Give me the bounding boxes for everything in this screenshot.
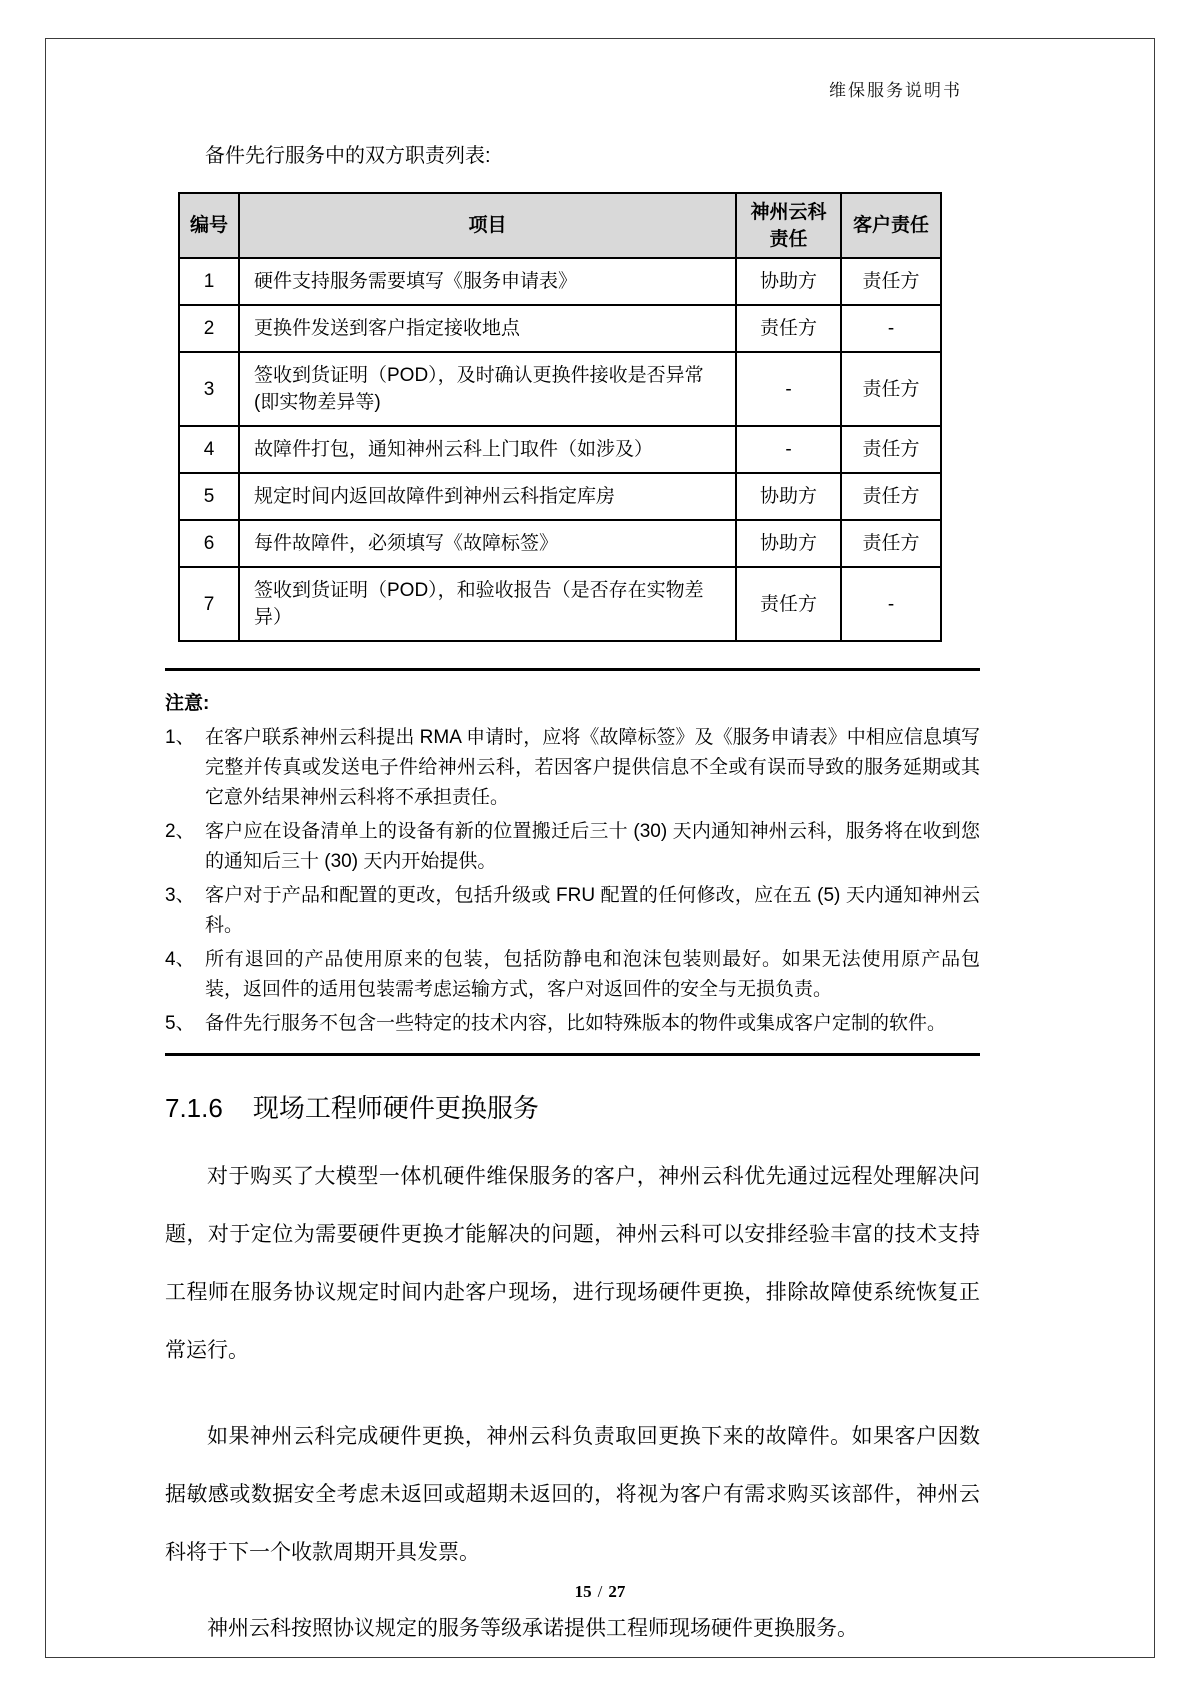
cell-no: 1: [179, 258, 239, 305]
table-header-row: [179, 193, 941, 258]
table-row: [179, 567, 941, 641]
cell-item: 每件故障件，必须填写《故障标签》: [239, 520, 736, 567]
cell-vendor: 协助方: [736, 473, 841, 520]
note-item: [165, 1009, 980, 1039]
note-item-number: 1、: [165, 727, 195, 748]
cell-no: 6: [179, 520, 239, 567]
cell-vendor: 责任方: [736, 305, 841, 352]
notes-list: [165, 723, 980, 1039]
page-footer: [0, 1582, 1200, 1602]
table-row: [179, 426, 941, 473]
note-item-text: 在客户联系神州云科提出 RMA 申请时，应将《故障标签》及《服务申请表》中相应信息填写完整并传真或发送电子件给神州云科，若因客户提供信息不全或有误而导致的服务延期或其它意外结果神州云科将不承担责任。: [205, 727, 980, 808]
body-paragraph: 神州云科按照协议规定的服务等级承诺提供工程师现场硬件更换服务。: [207, 1617, 858, 1640]
section-heading: [165, 1090, 980, 1126]
cell-vendor: 责任方: [736, 567, 841, 641]
body-paragraph: 对于购买了大模型一体机硬件维保服务的客户，神州云科优先通过远程处理解决问题，对于定位为需要硬件更换才能解决的问题，神州云科可以安排经验丰富的技术支持工程师在服务协议规定时间内赴客户现场，进行现场硬件更换，排除故障使系统恢复正常运行。: [165, 1165, 980, 1362]
cell-customer: -: [841, 567, 941, 641]
cell-customer: 责任方: [841, 352, 941, 426]
note-item-text: 所有退回的产品使用原来的包装，包括防静电和泡沫包装则最好。如果无法使用原产品包装，返回件的适用包装需考虑运输方式，客户对返回件的安全与无损负责。: [205, 949, 980, 1000]
note-item-text: 备件先行服务不包含一些特定的技术内容，比如特殊版本的物件或集成客户定制的软件。: [205, 1013, 947, 1034]
table-header-cell-3: 客户责任: [841, 193, 941, 258]
cell-no: 3: [179, 352, 239, 426]
note-item-number: 5、: [165, 1013, 195, 1034]
cell-item: 签收到货证明（POD），及时确认更换件接收是否异常 (即实物差异等): [239, 352, 736, 426]
cell-customer: -: [841, 305, 941, 352]
responsibility-table: [178, 192, 942, 642]
table-header-cell-1: 项目: [239, 193, 736, 258]
note-item: [165, 723, 980, 813]
notes-label: 注意:: [165, 693, 210, 714]
cell-item: 更换件发送到客户指定接收地点: [239, 305, 736, 352]
note-item-number: 2、: [165, 821, 195, 842]
body-paragraph: 如果神州云科完成硬件更换，神州云科负责取回更换下来的故障件。如果客户因数据敏感或数据安全考虑未返回或超期未返回的，将视为客户有需求购买该部件，神州云科将于下一个收款周期开具发票。: [165, 1425, 980, 1564]
note-item-number: 4、: [165, 949, 195, 970]
cell-item: 硬件支持服务需要填写《服务申请表》: [239, 258, 736, 305]
cell-customer: 责任方: [841, 426, 941, 473]
footer-total-pages: 27: [608, 1582, 626, 1601]
table-row: [179, 352, 941, 426]
cell-item: 规定时间内返回故障件到神州云科指定库房: [239, 473, 736, 520]
note-item-text: 客户应在设备清单上的设备有新的位置搬迁后三十 (30) 天内通知神州云科，服务将在收到您的通知后三十 (30) 天内开始提供。: [205, 821, 980, 872]
table-intro-text: 备件先行服务中的双方职责列表:: [205, 145, 491, 167]
table-body: [179, 258, 941, 641]
cell-no: 7: [179, 567, 239, 641]
cell-no: 2: [179, 305, 239, 352]
cell-item: 故障件打包，通知神州云科上门取件（如涉及）: [239, 426, 736, 473]
note-item: [165, 817, 980, 877]
cell-item: 签收到货证明（POD），和验收报告（是否存在实物差异）: [239, 567, 736, 641]
doc-header-title: 维保服务说明书: [829, 81, 962, 100]
note-item: [165, 881, 980, 941]
notes-bottom-rule: [165, 1053, 980, 1056]
note-item-number: 3、: [165, 885, 195, 906]
cell-customer: 责任方: [841, 258, 941, 305]
notes-top-rule: [165, 668, 980, 671]
table-row: [179, 305, 941, 352]
page-content: [165, 142, 980, 1658]
table-row: [179, 473, 941, 520]
cell-vendor: 协助方: [736, 520, 841, 567]
cell-customer: 责任方: [841, 473, 941, 520]
note-item-text: 客户对于产品和配置的更改，包括升级或 FRU 配置的任何修改，应在五 (5) 天内通知神州云科。: [205, 885, 980, 936]
cell-vendor: -: [736, 352, 841, 426]
footer-separator: /: [597, 1582, 603, 1601]
footer-page-number: 15: [574, 1582, 592, 1601]
cell-vendor: 协助方: [736, 258, 841, 305]
table-header-cell-0: 编号: [179, 193, 239, 258]
cell-no: 4: [179, 426, 239, 473]
table-row: [179, 520, 941, 567]
section-number: 7.1.6: [165, 1093, 223, 1123]
cell-customer: 责任方: [841, 520, 941, 567]
table-header-cell-2: 神州云科责任: [736, 193, 841, 258]
note-item: [165, 945, 980, 1005]
table-row: [179, 258, 941, 305]
cell-vendor: -: [736, 426, 841, 473]
cell-no: 5: [179, 473, 239, 520]
table-head: [179, 193, 941, 258]
section-title: 现场工程师硬件更换服务: [252, 1093, 539, 1123]
